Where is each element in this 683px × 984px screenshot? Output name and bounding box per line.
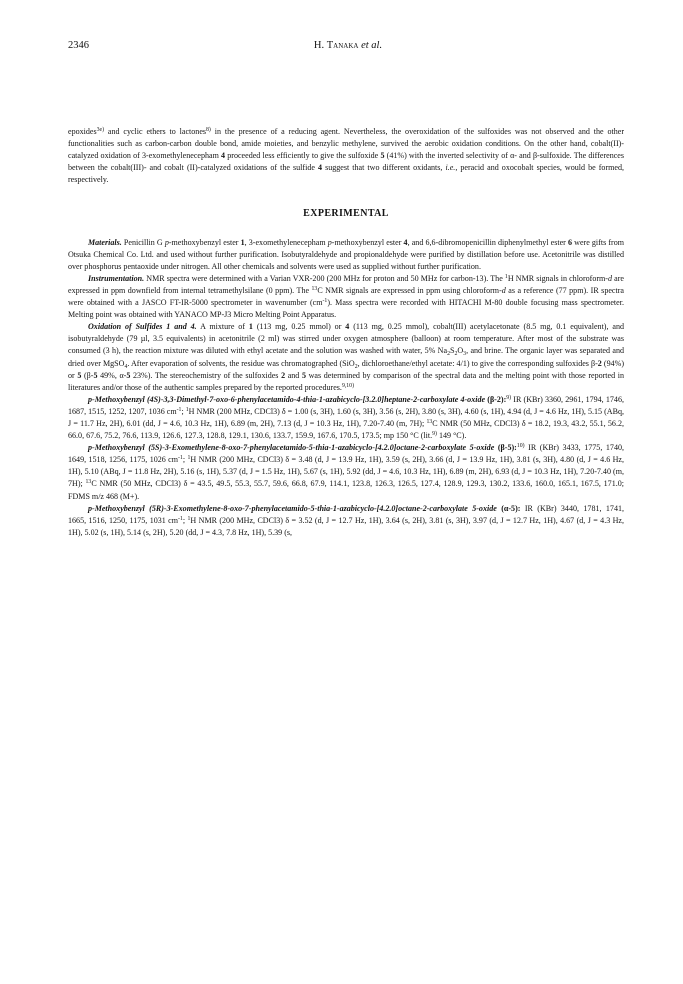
text-run: 149 °C).: [436, 431, 467, 441]
text-run: , peracid and oxocobalt species, would be formed, respectively.: [68, 163, 624, 185]
text-run: C NMR (50 MHz, CDCl3) δ = 18.2, 19.3, 43.2, 55.1, 56.2, 66.0, 67.6, 75.2, 76.6, 113.9, 126.6, 127.3, 128.8, 129.1, 130.6, 133.7, 159.9, 167.6, 170.5, 173.5; mp 150 °C (lit.: [68, 418, 624, 441]
superscript: 13: [85, 479, 92, 486]
text-run: H NMR signals in chloroform-: [507, 273, 608, 283]
text-run: ). Mass spectra were recorded with HITACHI M-80 double focusing mass spectrometer. Melting point was obtained with YANACO MP-J3 Micro Melting Point Apparatus.: [68, 298, 624, 320]
compound-number: 4: [221, 151, 226, 161]
compound-entry-beta-5: [68, 442, 624, 502]
text-run: 49%, α-: [97, 370, 127, 380]
superscript: 1: [185, 406, 189, 413]
text-run: H NMR (200 MHz, CDCl3) δ = 3.48 (d, J = 13.9 Hz, 1H), 3.59 (s, 2H), 3.66 (d, J = 13.9 Hz, 1H), 3.81 (s, 3H), 4.80 (d, J = 4.6 Hz, 1H), 5.10 (ABq, J = 11.8 Hz, 2H), 5.16 (s, 1H), 5.37 (d, J = 1.5 Hz, 1H), 5.67 (s, 1H), 5.92 (dd, J = 4.6, 10.3 Hz, 1H), 6.89 (m, 2H), 6.93 (d, J = 10.3 Hz, 1H), 7.20-7.40 (m, 7H);: [68, 455, 625, 489]
text-run: IR (KBr) 3433, 1775, 1740, 1649, 1518, 1256, 1175, 1026 cm: [68, 443, 625, 465]
article-body: [68, 126, 624, 539]
italic-text: d: [608, 273, 613, 283]
superscript: -1: [176, 406, 182, 413]
compound-tag: (α-5):: [496, 503, 521, 513]
author-etal: et al.: [358, 40, 383, 51]
running-header: [68, 40, 628, 56]
superscript: 1: [187, 455, 191, 462]
italic-text: p: [327, 237, 332, 247]
section-heading: EXPERIMENTAL: [303, 208, 389, 220]
author-initial: H.: [313, 40, 327, 51]
text-run: ;: [182, 455, 188, 465]
text-run: and: [285, 370, 302, 380]
superscript: -1: [178, 455, 183, 462]
reference-mark: 9): [432, 431, 437, 438]
compound-entry-beta-2: [68, 394, 624, 442]
instrumentation-paragraph: [68, 273, 624, 321]
compound-number: 4: [403, 237, 408, 247]
text-run: , and brine. The organic layer was separated and dried over MgSO: [68, 346, 624, 368]
text-run: were gifts from Otsuka Chemical Co. Ltd. and used without further purification. Isobutyraldehyde and propionaldehyde were purified by distillation before use. Acetonitrile was distilled over phosphorus pentaoxide under nitrogen. All other chemicals and solvents were used as supplied without further purification.: [68, 237, 624, 271]
text-run: C NMR signals are expressed in ppm using chloroform-: [317, 285, 502, 295]
text-run: H NMR (200 MHz, CDCl3) δ = 1.00 (s, 3H), 1.60 (s, 3H), 3.56 (s, 2H), 3.80 (s, 3H), 4.60 (s, 1H), 4.94 (d, J = 4.6 Hz, 1H), 5.15 (ABq, J = 11.7 Hz, 2H), 6.01 (dd, J = 4.6, 10.3 Hz, 1H), 6.89 (m, 2H), 7.13 (d, J = 10.3 Hz, 1H), 7.20-7.40 (m, 7H);: [68, 406, 625, 428]
running-author: [68, 40, 628, 51]
text-run: H NMR (200 MHz, CDCl3) δ = 3.52 (d, J = 12.7 Hz, 1H), 3.64 (s, 2H), 3.81 (s, 3H), 3.97 (d, J = 12.7 Hz, 1H), 4.67 (d, J = 4.3 Hz, 1H), 5.02 (s, 1H), 5.14 (s, 2H), 5.20 (dd, J = 4.3, 7.8 Hz, 1H), 5.39 (s,: [68, 515, 625, 537]
subscript: 4: [124, 363, 128, 370]
subscript: 3: [463, 351, 467, 358]
compound-number: 1: [248, 322, 253, 332]
superscript: 13: [426, 418, 433, 425]
compound-number: 5: [77, 370, 82, 380]
text-run: Penicillin G: [121, 237, 165, 247]
text-run: ;: [181, 406, 186, 416]
subscript: 2: [447, 351, 450, 358]
compound-number: 4: [345, 322, 350, 332]
paragraph-label: Materials.: [88, 237, 122, 247]
text-run: (41%) with the inverted selectivity of α- and β-sulfoxide. The differences between the cobalt(III)- and cobalt (II)-catalyzed oxidations of the sulfide: [68, 151, 624, 173]
reference-mark: 8): [206, 127, 211, 133]
subscript: 2: [354, 363, 358, 370]
superscript: 13: [311, 285, 318, 292]
text-run: O: [457, 346, 464, 356]
text-run: in the presence of a reducing agent. Nevertheless, the overoxidation of the sulfoxides was not observed and the other functionalities such as carbon-carbon double bond, amide moieties, and benzylic methylene, survived the aerobic oxidation conditions. On the other hand, cobalt(II)-catalyzed oxidation of 3-exomethylenecepham: [68, 127, 624, 161]
text-run: -methoxybenzyl ester: [168, 237, 241, 247]
text-run: A mixture of: [196, 322, 249, 332]
compound-tag: (β-5):: [494, 443, 517, 453]
compound-tag: (β-2):: [485, 394, 507, 404]
author-surname: Tanaka: [326, 40, 359, 51]
paragraph-label: Oxidation of Sulfides 1 and 4.: [88, 322, 197, 332]
reference-mark: 3e): [96, 127, 105, 133]
text-run: S: [449, 346, 455, 356]
superscript: -1: [322, 298, 328, 305]
compound-number: 1: [240, 237, 245, 247]
text-run: C NMR (50 MHz, CDCl3) δ = 43.5, 49.5, 55.3, 55.7, 59.6, 66.8, 67.9, 114.1, 123.8, 126.3, 126.5, 127.4, 128.9, 129.3, 130.2, 133.6, 160.0, 165.1, 167.5, 171.0; FDMS m/z 468 (M+).: [68, 479, 624, 501]
compound-number: 2: [597, 358, 602, 368]
italic-text: p: [164, 237, 169, 247]
text-run: 23%). The stereochemistry of the sulfoxides: [130, 370, 282, 380]
text-run: (113 mg, 0.25 mmol), cobalt(III) acetylacetonate (8.5 mg, 0.1 equivalent), and isobutyraldehyde (79 µl, 3.5 equivalents) in acetonitrile (2 ml) was stirred under oxygen atmosphere (balloon) at room temperature. After most of the substrate was consumed (3 h), the reaction mixture was diluted with ethyl acetate and the solution was washed with water, 5% Na: [68, 322, 625, 356]
compound-entry-alpha-5: [68, 503, 624, 539]
compound-title: p-Methoxybenzyl (4S)-3,3-Dimethyl-7-oxo-6-phenylacetamido-4-thia-1-azabicyclo-[3.2.0]heptane-2-carboxylate 4-oxide: [88, 394, 486, 404]
text-run: , and 6,6-dibromopenicillin diphenylmethyl ester: [407, 237, 568, 247]
text-run: suggest that two different oxidants,: [322, 163, 446, 173]
reference-mark: 9): [506, 394, 512, 401]
superscript: -1: [178, 515, 183, 522]
text-run: (94%) or: [68, 358, 624, 380]
text-run: was determined by comparison of the spectral data and the melting point with those reported in literatures and/or those of the authentic samples prepared by the reported procedures.: [68, 370, 625, 392]
compound-number: 5: [301, 370, 306, 380]
materials-paragraph: [68, 237, 624, 273]
intro-paragraph: [68, 126, 624, 186]
subscript: 2: [454, 351, 458, 358]
text-run: IR (KBr) 3440, 1781, 1741, 1665, 1516, 1250, 1175, 1031 cm: [68, 503, 625, 525]
text-run: and cyclic ethers to lactones: [104, 127, 207, 136]
text-run: , dichloroethane/ethyl acetate: 4/1) to give the corresponding sulfoxides β-: [357, 358, 598, 368]
text-run: . After evaporation of solvents, the residue was chromatographed (SiO: [127, 358, 355, 368]
text-run: IR (KBr) 3360, 2961, 1794, 1746, 1687, 1515, 1252, 1207, 1036 cm: [68, 394, 624, 416]
page-number: 2346: [68, 40, 89, 51]
text-run: , 3-exomethylenecepham: [244, 237, 328, 247]
oxidation-paragraph: [68, 321, 624, 394]
text-run: epoxides: [68, 127, 97, 136]
text-run: proceeded less efficiently to give the sulfoxide: [225, 151, 381, 161]
reference-mark: 9,10): [341, 382, 355, 389]
compound-number: 5: [126, 370, 131, 380]
italic-text: d: [501, 285, 506, 295]
reference-mark: 10): [516, 443, 525, 450]
superscript: 1: [187, 515, 191, 522]
compound-number: 5: [380, 151, 385, 161]
compound-number: 2: [281, 370, 286, 380]
superscript: 1: [504, 273, 508, 280]
text-run: -methoxybenzyl ester: [331, 237, 404, 247]
text-run: ;: [182, 515, 188, 525]
italic-text: i.e.: [445, 163, 456, 173]
text-run: NMR spectra were determined with a Varian VXR-200 (200 MHz for proton and 50 MHz for carbon-13). The: [144, 273, 505, 283]
text-run: (113 mg, 0.25 mmol) or: [252, 322, 346, 332]
compound-title: p-Methoxybenzyl (5S)-3-Exomethylene-8-oxo-7-phenylacetamido-5-thia-1-azabicyclo-[4.2.0]octane-2-carboxylate 5-oxide: [88, 443, 495, 453]
text-run: (β-: [81, 370, 94, 380]
text-run: as a reference (77 ppm). IR spectra were obtained with a JASCO FT-IR-5000 spectrometer in wavenumber (cm: [68, 285, 624, 308]
compound-number: 6: [567, 237, 572, 247]
compound-number: 5: [93, 370, 98, 380]
text-run: are expressed in ppm downfield from internal tetramethylsilane (0 ppm). The: [68, 273, 624, 295]
compound-title: p-Methoxybenzyl (5R)-3-Exomethylene-8-oxo-7-phenylacetamido-5-thia-1-azabicyclo-[4.2.0]octane-2-carboxylate 5-oxide: [88, 503, 497, 513]
paragraph-label: Instrumentation.: [88, 273, 145, 283]
compound-number: 4: [317, 163, 323, 173]
